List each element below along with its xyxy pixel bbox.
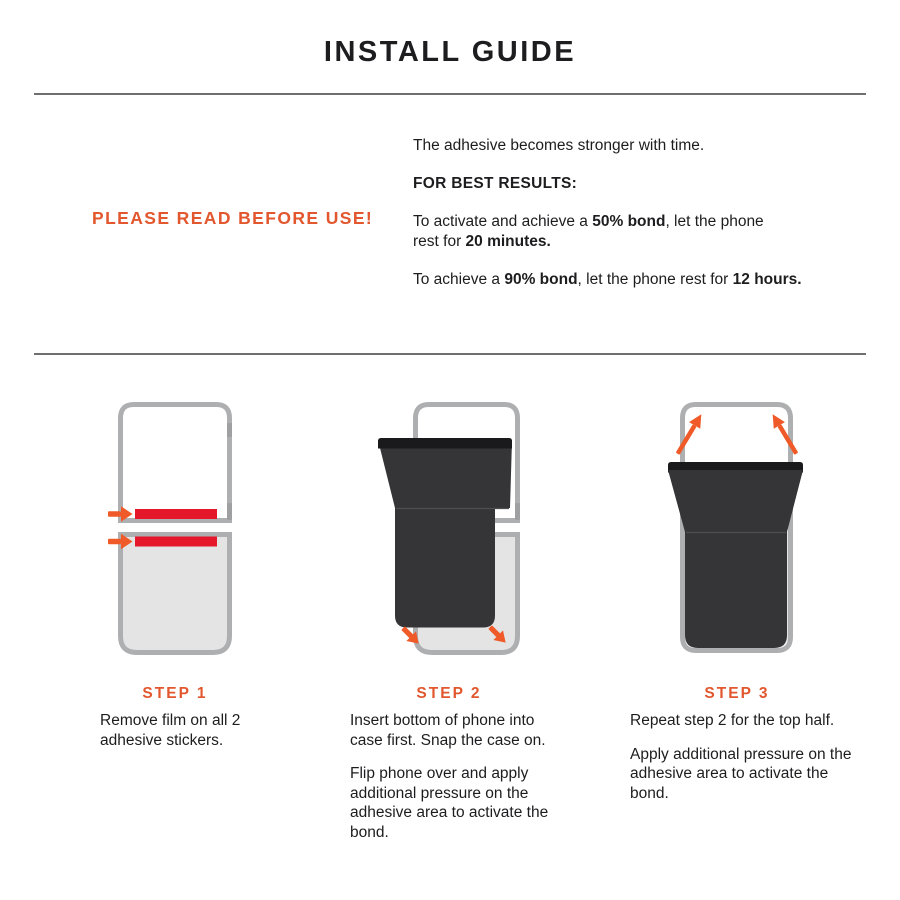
case-lower-part bbox=[395, 508, 495, 628]
bond-50-instruction: To activate and achieve a 50% bond, let the phone rest for 20 minutes. bbox=[413, 213, 764, 250]
phone-bottom-half bbox=[121, 535, 230, 653]
adhesive-strip-bottom bbox=[135, 537, 217, 547]
step-2-paragraph-2: Flip phone over and apply additional pressure on the adhesive area to activate the bond. bbox=[350, 765, 549, 841]
hinge-detail bbox=[227, 503, 232, 520]
case-tilted-top bbox=[378, 440, 512, 508]
step-2-paragraph-1: Insert bottom of phone into case first. Snap the case on. bbox=[350, 712, 546, 749]
bond-90-instruction: To achieve a 90% bond, let the phone rest for 12 hours. bbox=[413, 271, 802, 288]
step-2-label: STEP 2 bbox=[416, 685, 482, 702]
step-3-paragraph-1: Repeat step 2 for the top half. bbox=[630, 712, 835, 729]
step-3-paragraph-2: Apply additional pressure on the adhesive area to activate the bond. bbox=[630, 745, 852, 802]
adhesive-strip-top bbox=[135, 509, 217, 519]
case-lower-part bbox=[685, 532, 787, 648]
adhesive-lead-text: The adhesive becomes stronger with time. bbox=[413, 137, 705, 154]
case-top-rim bbox=[378, 438, 512, 449]
divider-steps bbox=[34, 353, 866, 355]
step-1-paragraph: Remove film on all 2 adhesive stickers. bbox=[100, 712, 241, 749]
step-3-label: STEP 3 bbox=[704, 685, 770, 702]
side-button-detail bbox=[227, 423, 232, 437]
best-results-heading: FOR BEST RESULTS: bbox=[413, 175, 578, 192]
step-2-instructions bbox=[350, 711, 550, 856]
step1-illustration bbox=[100, 395, 250, 660]
step2-illustration bbox=[360, 395, 535, 660]
phone-top-half bbox=[121, 405, 230, 521]
step3-illustration bbox=[655, 395, 825, 660]
page-title: INSTALL GUIDE bbox=[323, 36, 577, 68]
read-before-use-warning: PLEASE READ BEFORE USE! bbox=[92, 208, 374, 228]
divider-top bbox=[34, 93, 866, 95]
step-1-label: STEP 1 bbox=[142, 685, 208, 702]
step-3-instructions bbox=[630, 711, 852, 817]
case-tilted-top bbox=[668, 470, 803, 532]
adhesive-info-block bbox=[413, 136, 873, 308]
hinge-detail bbox=[515, 503, 520, 520]
step-1-instructions bbox=[100, 711, 280, 764]
